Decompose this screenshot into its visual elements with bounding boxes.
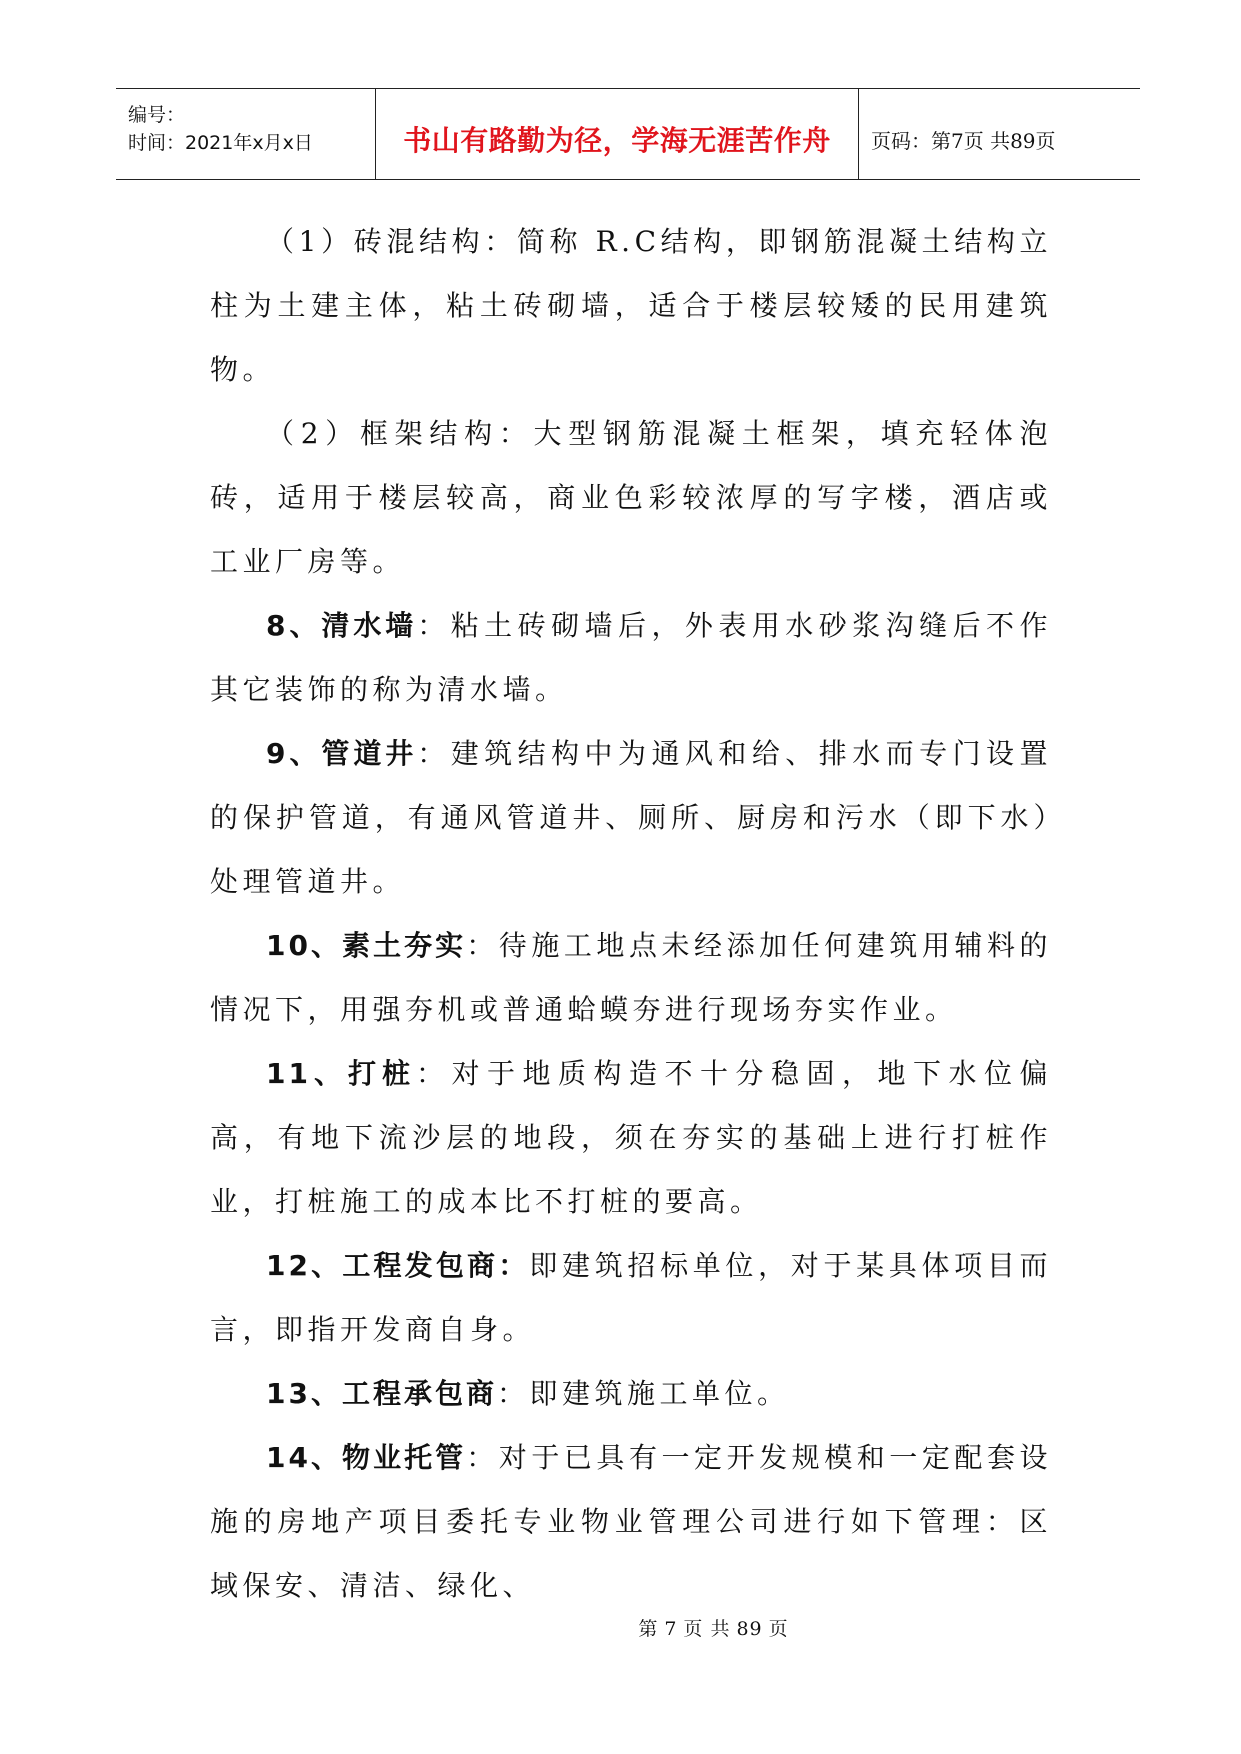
page-header xyxy=(116,88,1140,180)
paragraph xyxy=(210,594,1052,722)
header-motto-cell xyxy=(376,89,859,179)
header-meta-cell xyxy=(116,89,376,179)
paragraph-term: 10、素土夯实 xyxy=(266,929,467,962)
paragraph xyxy=(210,914,1052,1042)
paragraph-text: ：建筑结构中为通风和给、排水而专门设置的保护管道，有通风管道井、厕所、厨房和污水（即下水）处理管道井。 xyxy=(210,737,1052,898)
paragraph-term: 11、打桩 xyxy=(266,1057,416,1090)
paragraph-term: 13、工程承包商 xyxy=(266,1377,497,1410)
document-body xyxy=(210,210,1052,1618)
paragraph-term: 14、物业托管 xyxy=(266,1441,467,1474)
paragraph-text: ：粘土砖砌墙后，外表用水砂浆沟缝后不作其它装饰的称为清水墙。 xyxy=(210,609,1052,706)
paragraph-text: ：待施工地点未经添加任何建筑用辅料的情况下，用强夯机或普通蛤蟆夯进行现场夯实作业。 xyxy=(210,929,1052,1026)
footer-page-suffix: 页 xyxy=(768,1618,789,1640)
paragraph-text: 即建筑招标单位，对于某具体项目而言，即指开发商自身。 xyxy=(210,1249,1052,1346)
paragraph-text: ：对于已具有一定开发规模和一定配套设施的房地产项目委托专业物业管理公司进行如下管理：区域保安、清洁、绿化、 xyxy=(210,1441,1052,1602)
footer-page-prefix: 第 xyxy=(638,1618,659,1640)
footer-page-number: 7 xyxy=(664,1618,678,1640)
paragraph-term: 9、管道井 xyxy=(266,737,418,770)
paragraph-text: ：对于地质构造不十分稳固，地下水位偏高，有地下流沙层的地段，须在夯实的基础上进行打桩作业，打桩施工的成本比不打桩的要高。 xyxy=(210,1057,1052,1218)
paragraph-term: 8、清水墙 xyxy=(266,609,418,642)
header-page-cell xyxy=(859,89,1140,179)
paragraph-text: （2）框架结构：大型钢筋混凝土框架，填充轻体泡砖，适用于楼层较高，商业色彩较浓厚的写字楼，酒店或工业厂房等。 xyxy=(210,417,1052,578)
document-code-label: 编号： xyxy=(128,104,186,126)
header-motto: 书山有路勤为径，学海无涯苦作舟 xyxy=(403,124,831,157)
paragraph xyxy=(210,722,1052,914)
paragraph-text: ：即建筑施工单位。 xyxy=(496,1377,790,1410)
paragraph xyxy=(210,1362,1052,1426)
paragraph xyxy=(210,1234,1052,1362)
page-footer xyxy=(0,1614,1241,1641)
footer-page-mid: 页 共 xyxy=(683,1618,731,1640)
paragraph-text: （1）砖混结构：简称 R.C结构，即钢筋混凝土结构立柱为土建主体，粘土砖砌墙，适合于楼层较矮的民用建筑物。 xyxy=(210,225,1052,386)
paragraph xyxy=(210,210,1052,402)
paragraph xyxy=(210,1426,1052,1618)
footer-page-total: 89 xyxy=(736,1618,763,1640)
header-page-info: 页码：第7页 共89页 xyxy=(871,128,1056,153)
paragraph xyxy=(210,1042,1052,1234)
paragraph-term: 12、工程发包商： xyxy=(266,1249,530,1282)
document-time-label: 时间：2021年x月x日 xyxy=(128,132,313,154)
paragraph xyxy=(210,402,1052,594)
